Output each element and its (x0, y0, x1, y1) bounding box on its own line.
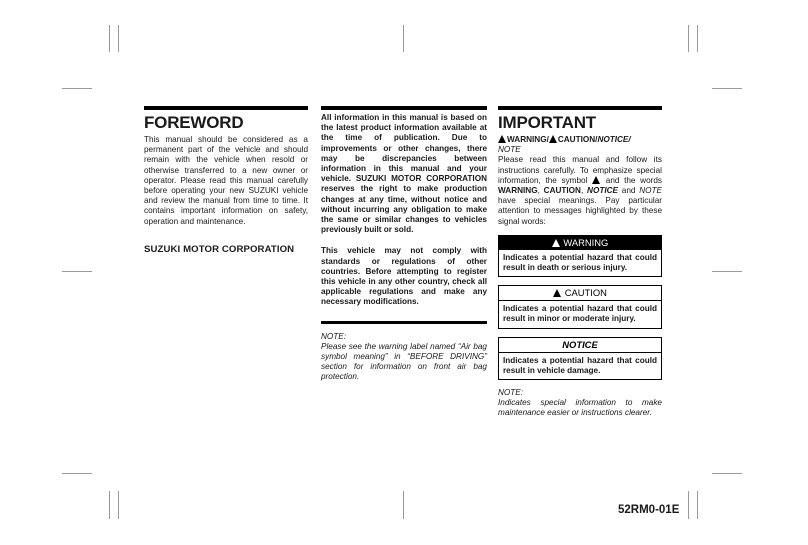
word-caution: CAUTION (543, 186, 581, 196)
crop-mark (62, 271, 92, 272)
crop-mark (118, 491, 119, 519)
caution-box-text: Indicates a potential hazard that could result in minor or moderate injury. (503, 304, 657, 324)
crop-mark (62, 473, 92, 474)
foreword-body: This manual should be considered as a permanent part of the vehicle and should remain with the vehicle when resold or otherwise transferred to a new owner or operator. Please read this manual carefully before operating your new SUZUKI vehicle and review the manual from time to time. It contains important information on safety, operation and maintenance. (144, 135, 308, 226)
warning-box (498, 235, 662, 277)
info-column (321, 106, 487, 383)
signal-notice: NOTICE/ (597, 135, 631, 144)
crop-mark (109, 491, 110, 519)
word-note: NOTE (639, 186, 662, 196)
warning-triangle-icon (549, 135, 557, 143)
note-text: Please see the warning label named “Air bag symbol meaning” in “BEFORE DRIVING” section for information on front air bag protection. (321, 341, 487, 382)
crop-mark (688, 25, 689, 52)
crop-mark (712, 473, 742, 474)
crop-mark (697, 25, 698, 52)
signal-warning: WARNING/ (507, 135, 549, 144)
signal-note: NOTE (498, 145, 521, 155)
page-code: 52RM0-01E (618, 504, 680, 516)
crop-mark (712, 271, 742, 272)
crop-mark (403, 25, 404, 52)
warning-box-title: WARNING (563, 236, 609, 248)
crop-mark (109, 25, 110, 52)
notice-box-title: NOTICE (499, 338, 661, 353)
caution-box (498, 285, 662, 328)
important-title: IMPORTANT (498, 113, 596, 132)
caution-box-title: CAUTION (564, 287, 607, 299)
foreword-title: FOREWORD (144, 113, 244, 132)
crop-mark (62, 88, 92, 89)
important-column (498, 106, 662, 419)
intro-text-3: and (621, 186, 636, 196)
intro-text-1: Please read this manual and follow its instructions carefully. To emphasize special information, the symbol (498, 155, 662, 185)
crop-mark (118, 25, 119, 52)
warning-box-text: Indicates a potential hazard that could result in death or serious injury. (503, 252, 657, 273)
warning-triangle-icon (553, 289, 561, 297)
note-label: NOTE: (498, 388, 524, 398)
important-intro (498, 155, 662, 226)
crop-mark (688, 491, 689, 519)
crop-mark (697, 491, 698, 519)
info-paragraph-1: All information in this manual is based on the latest product information available at the time of publication. Due to improvements or other changes, there may be discrepancies between information in this manual and your vehicle. SUZUKI MOTOR CORPORATION reserves the right to make production changes at any time, without notice and without incurring any obligation to make the same or similar changes to vehicles previously built or sold. (321, 113, 487, 235)
crop-mark (403, 491, 404, 519)
warning-triangle-icon (552, 239, 560, 247)
separator: , (580, 186, 584, 196)
intro-text-4: have special meanings. Pay particular attention to messages highlighted by these signal words: (498, 196, 662, 226)
foreword-column (144, 106, 308, 255)
word-warning: WARNING (498, 186, 538, 196)
note-text: Indicates special information to make maintenance easier or instructions clearer. (498, 398, 662, 418)
warning-triangle-icon (592, 176, 600, 184)
separator: , (537, 186, 540, 196)
caution-box-header (499, 286, 661, 301)
section-rule (321, 106, 487, 110)
section-rule (144, 106, 308, 110)
notice-box (498, 337, 662, 380)
signal-caution: CAUTION/ (557, 135, 598, 144)
warning-triangle-icon (498, 135, 506, 143)
section-rule (498, 106, 662, 110)
word-notice: NOTICE (587, 186, 618, 196)
company-name: SUZUKI MOTOR CORPORATION (144, 243, 295, 255)
notice-box-text: Indicates a potential hazard that could result in vehicle damage. (503, 355, 657, 375)
intro-text-2: and the words (605, 175, 662, 185)
note-label: NOTE: (321, 331, 347, 341)
crop-mark (712, 88, 742, 89)
signal-words-line (498, 135, 662, 155)
warning-box-header (499, 236, 661, 250)
info-paragraph-2: This vehicle may not comply with standards or regulations of other countries. Before attempting to register this vehicle in any other country, check all applicable regulations and make any necessary modifications. (321, 246, 487, 307)
section-divider (321, 321, 487, 324)
